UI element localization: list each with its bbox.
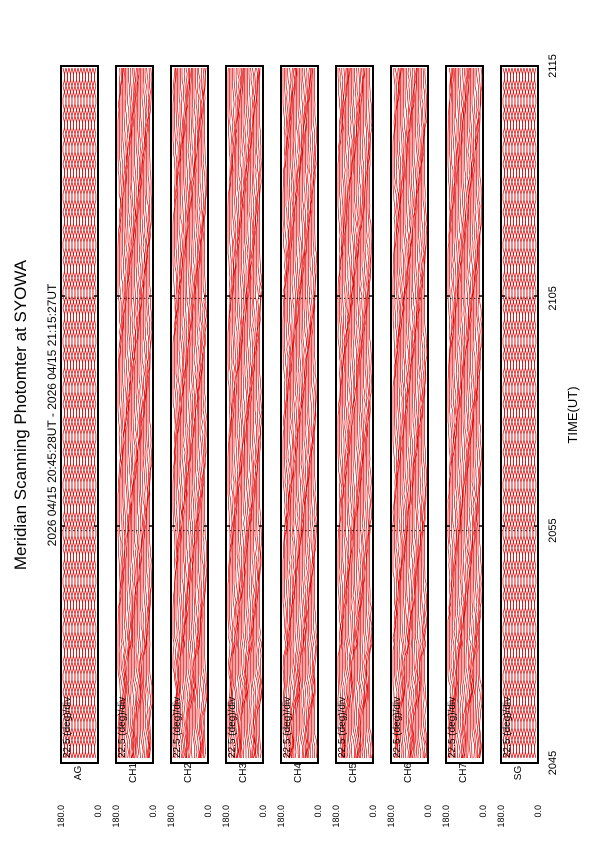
panel-scale-label: 22.5 (deg)/div <box>502 696 513 758</box>
y-tick-label-min: 0.0 <box>313 805 323 818</box>
panel-channel-label: CH7 <box>458 762 469 784</box>
panel-channel-label: CH2 <box>183 762 194 784</box>
x-tick-label: 2045 <box>547 750 559 776</box>
panel-channel-label: CH1 <box>128 762 139 784</box>
x-tick-label: 2055 <box>547 518 559 543</box>
panel-scale-label: 22.5 (deg)/div <box>282 696 293 758</box>
panel-channel-label: AG <box>73 765 84 781</box>
y-tick-label-max: 180.0 <box>496 805 506 828</box>
y-tick-label-max: 180.0 <box>221 805 231 828</box>
panel-ch6 <box>386 66 433 828</box>
y-tick-label-max: 180.0 <box>331 805 341 828</box>
y-tick-label-max: 180.0 <box>111 805 121 828</box>
panel-ch1 <box>111 66 158 828</box>
y-tick-label-min: 0.0 <box>148 805 158 818</box>
panel-ch5 <box>331 66 378 828</box>
panel-channel-label: CH4 <box>293 762 304 784</box>
y-tick-label-min: 0.0 <box>478 805 488 818</box>
y-tick-label-max: 180.0 <box>166 805 176 828</box>
y-tick-label-max: 180.0 <box>56 805 66 828</box>
y-tick-label-min: 0.0 <box>203 805 213 818</box>
panel-sg <box>496 66 543 828</box>
panel-channel-label: CH5 <box>348 762 359 784</box>
y-tick-label-max: 180.0 <box>276 805 286 828</box>
panel-ch4 <box>276 66 323 828</box>
panel-channel-label: CH6 <box>403 762 414 784</box>
chart-title: Meridian Scanning Photomter at SYOWA <box>11 259 30 571</box>
y-tick-label-min: 0.0 <box>258 805 268 818</box>
panels-group <box>56 66 543 828</box>
panel-scale-label: 22.5 (deg)/div <box>447 696 458 758</box>
x-tick-label: 2115 <box>547 54 559 78</box>
panel-scale-label: 22.5 (deg)/div <box>62 696 73 758</box>
panel-scale-label: 22.5 (deg)/div <box>337 696 348 758</box>
y-tick-label-min: 0.0 <box>533 805 543 818</box>
panel-ch2 <box>166 66 213 828</box>
y-tick-label-max: 180.0 <box>441 805 451 828</box>
panel-scale-label: 22.5 (deg)/div <box>227 696 238 758</box>
panel-ch7 <box>441 66 488 828</box>
panel-scale-label: 22.5 (deg)/div <box>392 696 403 758</box>
y-tick-label-min: 0.0 <box>93 805 103 818</box>
y-tick-label-min: 0.0 <box>368 805 378 818</box>
panel-scale-label: 22.5 (deg)/div <box>172 696 183 758</box>
chart-subtitle: 2026 04/15 20:45:28UT - 2026 04/15 21:15:27UT <box>45 283 59 547</box>
panel-ag <box>56 66 103 828</box>
x-tick-label: 2105 <box>547 286 559 311</box>
panel-channel-label: CH3 <box>238 762 249 784</box>
x-axis-label: TIME(UT) <box>565 386 580 444</box>
y-tick-label-max: 180.0 <box>386 805 396 828</box>
panel-channel-label: SG <box>513 765 524 781</box>
panel-ch3 <box>221 66 268 828</box>
y-tick-label-min: 0.0 <box>423 805 433 818</box>
panel-scale-label: 22.5 (deg)/div <box>117 696 128 758</box>
